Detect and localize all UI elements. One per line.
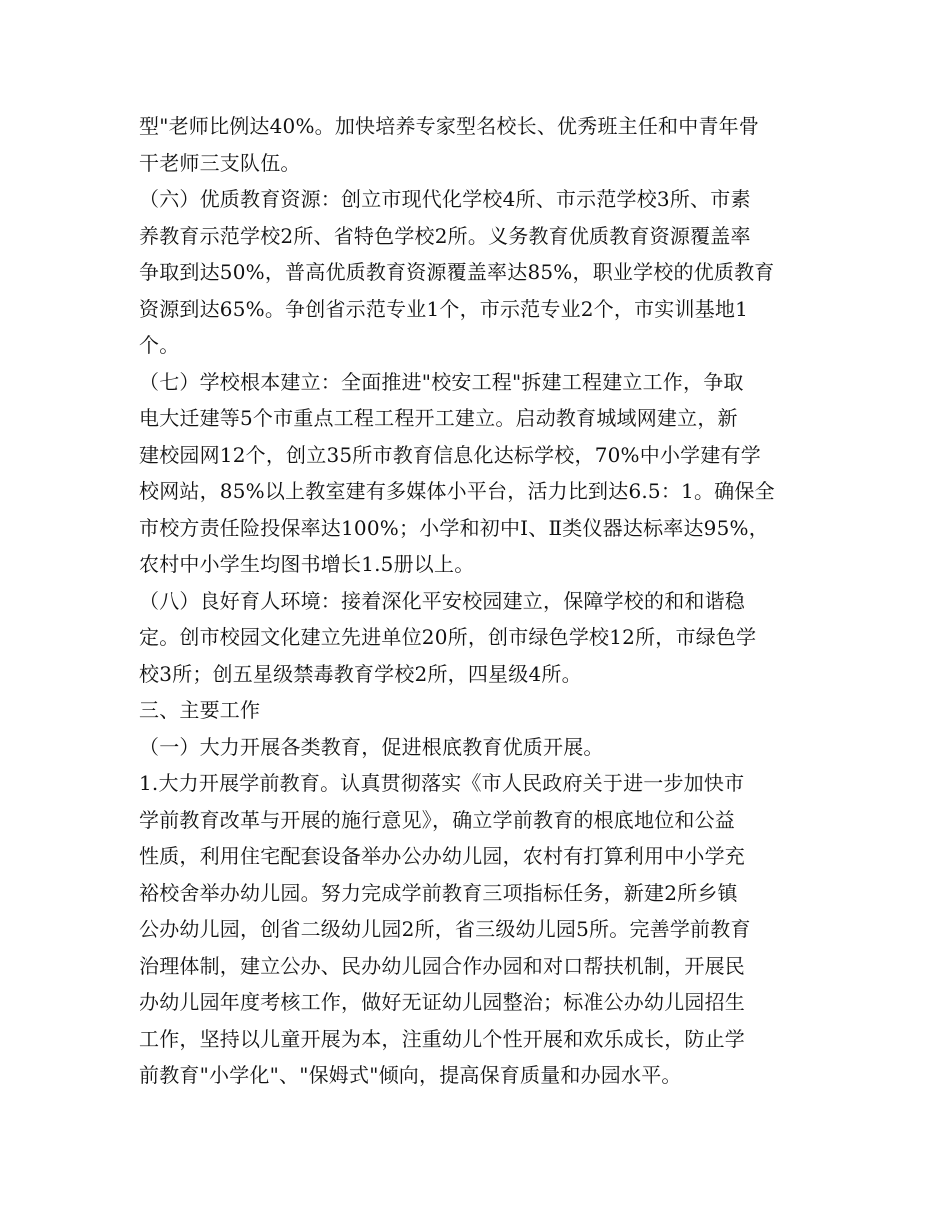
text-line: （六）优质教育资源：创立市现代化学校4所、市示范学校3所、市素 (139, 187, 751, 211)
text-line: 电大迁建等5个市重点工程工程开工建立。启动教育城域网建立，新 (139, 406, 738, 430)
text-line: 建校园网12个，创立35所市教育信息化达标学校，70%中小学建有学 (139, 442, 761, 467)
text-line: 争取到达50%，普高优质教育资源覆盖率达85%，职业学校的优质教育 (139, 260, 775, 284)
text-line: 养教育示范学校2所、省特色学校2所。义务教育优质教育资源覆盖率 (139, 223, 751, 248)
text-line: 前教育"小学化"、"保姆式"倾向，提高保育质量和办园水平。 (139, 1063, 682, 1087)
section-heading: 三、主要工作 (139, 698, 261, 722)
text-line: 农村中小学生均图书增长1.5册以上。 (139, 552, 475, 576)
text-line: 学前教育改革与开展的施行意见》，确立学前教育的根底地位和公益 (139, 807, 735, 832)
text-line: 公办幼儿园，创省二级幼儿园2所，省三级幼儿园5所。完善学前教育 (139, 917, 751, 941)
text-line: 治理体制，建立公办、民办幼儿园合作办园和对口帮扶机制，开展民 (139, 953, 745, 978)
text-line: 个。 (139, 333, 180, 357)
text-line: （七）学校根本建立：全面推进"校安工程"拆建工程建立工作，争取 (139, 369, 744, 394)
text-line: 裕校舍举办幼儿园。努力完成学前教育三项指标任务，新建2所乡镇 (139, 880, 738, 905)
document-body (139, 108, 819, 1094)
text-line: 工作，坚持以儿童开展为本，注重幼儿个性开展和欢乐成长，防止学 (139, 1026, 745, 1051)
text-line: 校网站，85%以上教室建有多媒体小平台，活力比到达6.5：1。确保全 (139, 479, 775, 503)
text-line: 资源到达65%。争创省示范专业1个，市示范专业2个，市实训基地1 (139, 296, 749, 321)
text-line: 干老师三支队伍。 (139, 150, 301, 175)
text-line: 办幼儿园年度考核工作，做好无证幼儿园整治；标准公办幼儿园招生 (139, 990, 745, 1014)
subsection-heading: （一）大力开展各类教育，促进根底教育优质开展。 (139, 734, 604, 759)
text-line: 市校方责任险投保率达100%；小学和初中Ⅰ、Ⅱ类仪器达标率达95%， (139, 515, 769, 540)
text-line: 定。创市校园文化建立先进单位20所，创市绿色学校12所，市绿色学 (139, 625, 757, 649)
text-line: （八）良好育人环境：接着深化平安校园建立，保障学校的和和谐稳 (139, 588, 745, 613)
text-line: 型"老师比例达40%。加快培养专家型名校长、优秀班主任和中青年骨 (139, 114, 760, 138)
text-line: 性质，利用住宅配套设备举办公办幼儿园，农村有打算利用中小学充 (139, 844, 745, 868)
text-line: 1.大力开展学前教育。认真贯彻落实《市人民政府关于进一步加快市 (139, 771, 745, 795)
text-line: 校3所；创五星级禁毒教育学校2所，四星级4所。 (139, 661, 582, 686)
